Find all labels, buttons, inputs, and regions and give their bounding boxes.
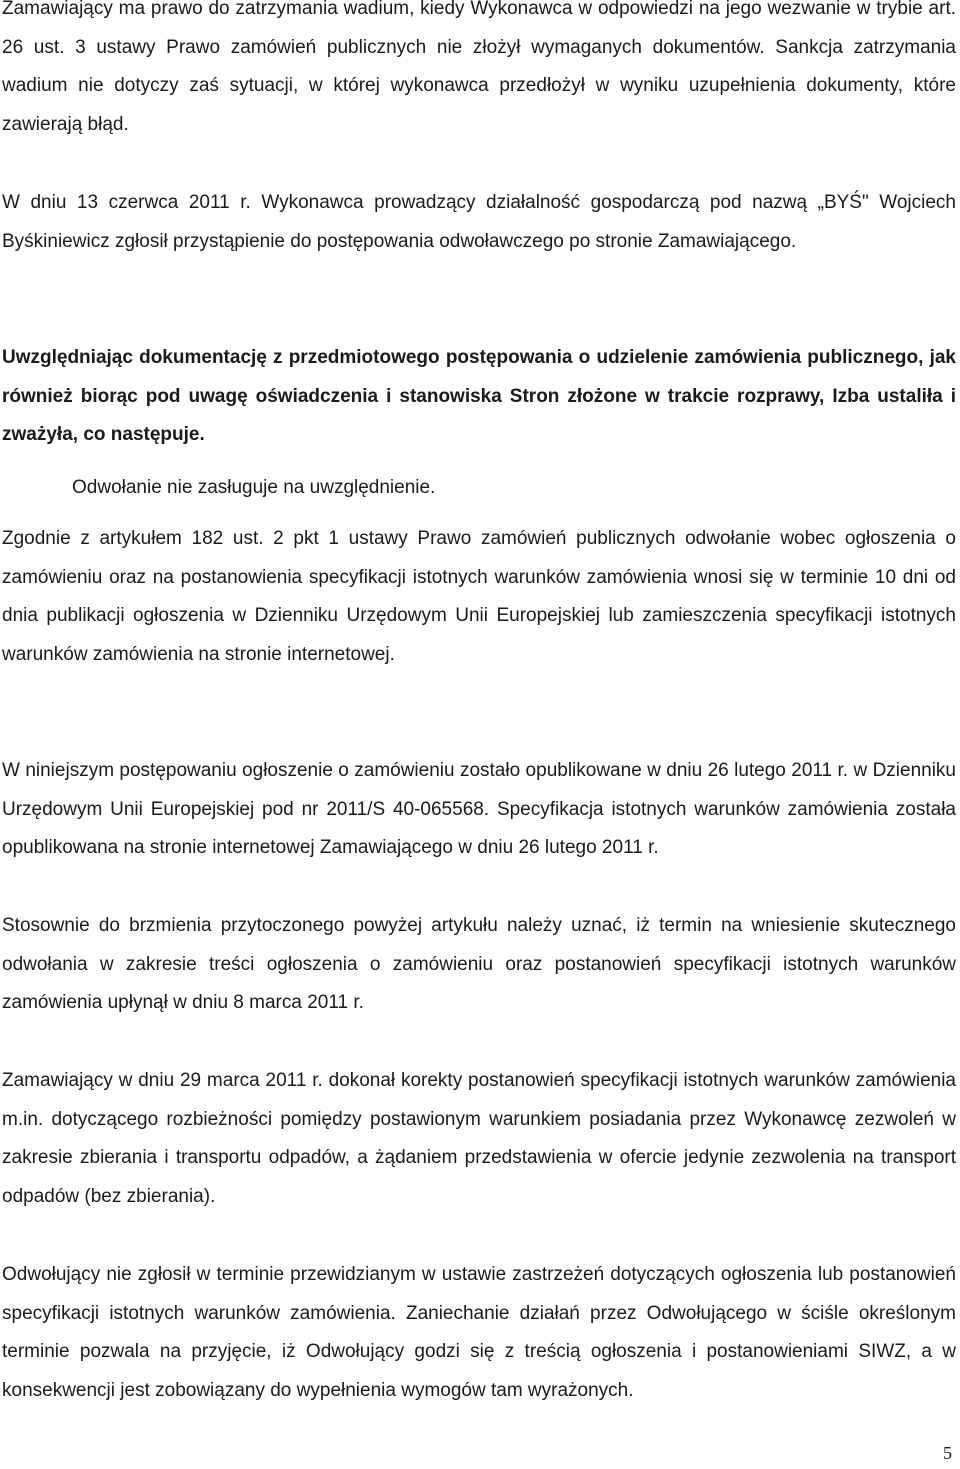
page-number: 5 bbox=[943, 1443, 952, 1463]
paragraph-article-182: Zgodnie z artykułem 182 ust. 2 pkt 1 ustawy Prawo zamówień publicznych odwołanie wobec ogłoszenia o zamówieniu oraz na postanowienia specyfikacji istotnych warunków zamówienia wnosi się w terminie 10 dni od dnia publikacji ogłoszenia w Dzienniku Urzędowym Unii Europejskiej lub zamieszczenia specyfikacji istotnych warunków zamówienia na stronie internetowej. bbox=[2, 528, 956, 666]
paragraph-wadium-retention: Zamawiający ma prawo do zatrzymania wadium, kiedy Wykonawca w odpowiedzi na jego wezwanie w trybie art. 26 ust. 3 ustawy Prawo zamówień publicznych nie złożył wymaganych dokumentów. Sankcja zatrzymania wadium nie dotyczy zaś sytuacji, w której wykonawca przedłożył w wyniku uzupełnienia dokumenty, które zawierają błąd. bbox=[2, 0, 956, 136]
paragraph-intervention-notice: W dniu 13 czerwca 2011 r. Wykonawca prowadzący działalność gospodarczą pod nazwą „BYŚ" Wojciech Byśkiniewicz zgłosił przystąpienie do postępowania odwoławczego po stronie Zamawiającego. bbox=[2, 192, 956, 252]
paragraph-appeal-rejected: Odwołanie nie zasługuje na uwzględnienie. bbox=[72, 477, 436, 498]
paragraph-chamber-findings: Uwzględniając dokumentację z przedmiotowego postępowania o udzielenie zamówienia publicznego, jak również biorąc pod uwagę oświadczenia i stanowiska Stron złożone w trakcie rozprawy, Izba ustaliła i zważyła, co następuje. bbox=[2, 347, 956, 446]
paragraph-publication-dates: W niniejszym postępowaniu ogłoszenie o zamówieniu zostało opublikowane w dniu 26 lutego 2011 r. w Dzienniku Urzędowym Unii Europejskiej pod nr 2011/S 40-065568. Specyfikacja istotnych warunków zamówienia została opublikowana na stronie internetowej Zamawiającego w dniu 26 lutego 2011 r. bbox=[2, 760, 956, 859]
paragraph-deadline-expired: Stosownie do brzmienia przytoczonego powyżej artykułu należy uznać, iż termin na wniesienie skutecznego odwołania w zakresie treści ogłoszenia o zamówieniu oraz postanowień specyfikacji istotnych warunków zamówienia upłynął w dniu 8 marca 2011 r. bbox=[2, 915, 956, 1014]
paragraph-siwz-correction: Zamawiający w dniu 29 marca 2011 r. dokonał korekty postanowień specyfikacji istotnych warunków zamówienia m.in. dotyczącego rozbieżności pomiędzy postawionym warunkiem posiadania przez Wykonawcę zezwoleń w zakresie zbierania i transportu odpadów, a żądaniem przedstawienia w ofercie jedynie zezwolenia na transport odpadów (bez zbierania). bbox=[2, 1070, 956, 1208]
paragraph-no-objections: Odwołujący nie zgłosił w terminie przewidzianym w ustawie zastrzeżeń dotyczących ogłoszenia lub postanowień specyfikacji istotnych warunków zamówienia. Zaniechanie działań przez Odwołującego w ściśle określonym terminie pozwala na przyjęcie, iż Odwołujący godzi się z treścią ogłoszenia i postanowieniami SIWZ, a w konsekwencji jest zobowiązany do wypełnienia wymogów tam wyrażonych. bbox=[2, 1264, 956, 1402]
